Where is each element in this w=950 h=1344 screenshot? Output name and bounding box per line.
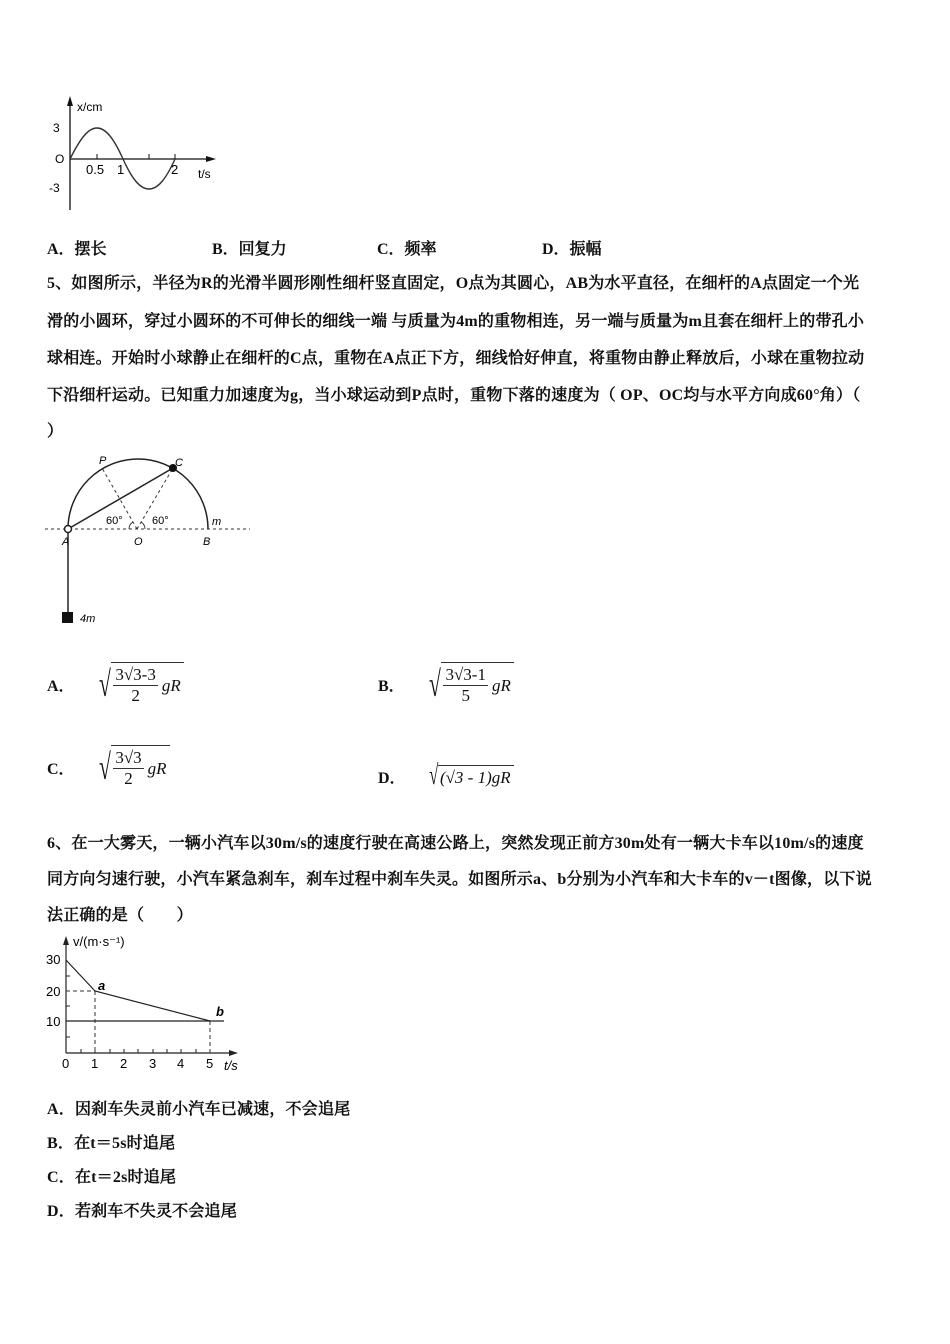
tick-label: 5	[206, 1056, 214, 1071]
denominator: 2	[124, 769, 133, 788]
tick-label: 2	[120, 1056, 128, 1071]
expr: (√3 - 1)gR	[439, 767, 511, 787]
tick-label: 3	[149, 1056, 157, 1071]
point-a-label: A	[62, 536, 70, 548]
tick-label: 30	[46, 952, 61, 967]
q6-option-d[interactable]: D．若刹车不失灵不会追尾	[47, 1203, 237, 1220]
point-p-label: P	[99, 455, 107, 467]
numerator: 3√3	[115, 748, 142, 767]
x-axis-label: t/s	[224, 1058, 238, 1073]
tick-label: 10	[46, 1014, 61, 1029]
option-label: D．	[378, 769, 406, 787]
tick-label: 20	[46, 984, 61, 999]
q5-text-line: 滑的小圆环，穿过小圆环的不可伸长的细线一端 与质量为4m的重物相连，另一端与质量为m且套在细杆上的带孔小	[47, 313, 865, 330]
q6-text-line: 法正确的是（ ）	[47, 907, 193, 924]
point-c-label: C	[175, 457, 183, 469]
q6-option-b[interactable]: B．在t＝5s时追尾	[47, 1135, 176, 1152]
q6-option-c[interactable]: C．在t＝2s时追尾	[47, 1169, 177, 1186]
q5-text-line: 球相连。开始时小球静止在细杆的C点，重物在A点正下方，细线恰好伸直，将重物由静止释放后，小球在重物拉动	[47, 350, 865, 367]
tick-label: 1	[117, 162, 125, 177]
numerator: 3√3-1	[445, 665, 486, 684]
x-axis-label: t/s	[198, 167, 211, 181]
expr-tail: gR	[147, 758, 167, 778]
point-b-label: B	[203, 536, 211, 548]
tick-label: 1	[91, 1056, 99, 1071]
tick-label: 2	[171, 162, 179, 177]
sqrt-expression: √ $\frac{3√3}{2}$ gR	[95, 745, 170, 789]
x-axis-arrow-icon	[229, 1050, 238, 1056]
mass-4m-label: 4m	[80, 613, 96, 625]
option-label: A．	[47, 677, 75, 695]
q4-option-d[interactable]: D．振幅	[542, 241, 602, 258]
y-axis-arrow-icon	[63, 936, 69, 945]
angle-label: 60°	[106, 515, 123, 527]
option-label: B．	[378, 677, 405, 695]
q4-option-b[interactable]: B．回复力	[212, 241, 287, 258]
line-b-label: b	[216, 1004, 224, 1019]
denominator: 2	[131, 686, 140, 705]
tick-label: 0	[62, 1056, 70, 1071]
q4-option-a[interactable]: A．摆长	[47, 241, 107, 258]
q6-option-a[interactable]: A．因刹车失灵前小汽车已减速，不会追尾	[47, 1101, 351, 1118]
q4-option-c[interactable]: C．频率	[377, 241, 437, 258]
q6-text-line: 同方向匀速行驶，小汽车紧急刹车，刹车过程中刹车失灵。如图所示a、b分别为小汽车和大卡车的v－t图像，以下说	[47, 871, 872, 888]
q5-text-line: ）	[47, 423, 64, 440]
y-axis-label: v/(m·s⁻¹)	[73, 934, 125, 949]
sqrt-expression: √ $\frac{3√3-1}{5}$ gR	[425, 662, 514, 706]
tick-label: 3	[53, 121, 60, 135]
angle-label: 60°	[152, 515, 169, 527]
tick-label: 0.5	[86, 162, 105, 177]
point-o-label: O	[134, 536, 143, 548]
y-axis-label: x/cm	[77, 100, 103, 114]
numerator: 3√3-3	[115, 665, 156, 684]
line-a-label: a	[98, 978, 106, 993]
q5-text-line: 下沿细杆运动。已知重力加速度为g，当小球运动到P点时，重物下落的速度为（ OP、OC均与水平方向成60°角）（	[47, 387, 861, 404]
q5-text-line: 5、如图所示，半径为R的光滑半圆形刚性细杆竖直固定，O点为其圆心，AB为水平直径，在细杆的A点固定一个光	[47, 275, 860, 292]
origin-label: O	[55, 152, 65, 166]
sqrt-expression: √ (√3 - 1)gR	[426, 762, 514, 790]
tick-label: -3	[49, 181, 60, 195]
q6-text-line: 6、在一大雾天，一辆小汽车以30m/s的速度行驶在高速公路上，突然发现正前方30m处有一辆大卡车以10m/s的速度	[47, 835, 864, 852]
expr-tail: gR	[161, 675, 181, 695]
sqrt-expression: √ $\frac{3√3-3}{2}$ gR	[95, 662, 184, 706]
tick-label: 4	[177, 1056, 185, 1071]
denominator: 5	[461, 686, 470, 705]
mass-m-label: m	[212, 516, 222, 528]
expr-tail: gR	[491, 675, 511, 695]
option-label: C．	[47, 760, 75, 778]
